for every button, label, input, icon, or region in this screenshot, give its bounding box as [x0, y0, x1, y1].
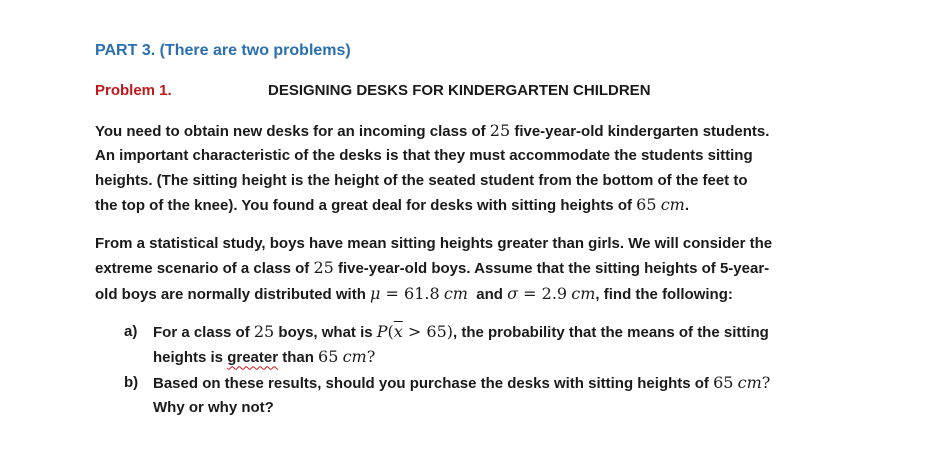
question-b: [124, 371, 864, 421]
mu-symbol: μ: [370, 283, 381, 303]
intro-line-3: heights. (The sitting height is the height of the seated student from the bottom of the feet to: [95, 171, 748, 189]
intro-line-2: An important characteristic of the desks is that they must accommodate the students sitting: [95, 147, 753, 165]
question-b-line-1: Based on these results, should you purchase the desks with sitting heights of 65 cm?: [153, 372, 771, 392]
scenario-paragraph: [95, 232, 855, 307]
question-a: [124, 320, 864, 371]
part-heading: PART 3. (There are two problems): [95, 42, 351, 59]
scenario-line-2: extreme scenario of a class of 25 five-year-old boys. Assume that the sitting heights of 5-year-: [95, 258, 770, 278]
question-list: [124, 320, 864, 420]
intro-line-1: You need to obtain new desks for an incoming class of 25 five-year-old kindergarten students.: [95, 121, 770, 140]
problem-label: Problem 1.: [95, 82, 172, 99]
scenario-line-3: old boys are normally distributed with μ = 61.8 cm and σ = 2.9 cm, find the following:: [95, 283, 733, 303]
xbar-symbol: $\overline{x}$: [393, 322, 403, 341]
scenario-line-1: From a statistical study, boys have mean sitting heights greater than girls. We will consider the: [95, 235, 773, 252]
question-a-line-2: heights is greater than 65 cm?: [153, 347, 376, 367]
sigma-symbol: σ: [507, 283, 519, 303]
intro-paragraph: [95, 119, 855, 218]
question-a-label: a): [124, 323, 138, 340]
question-b-line-2: Why or why not?: [153, 398, 274, 416]
spellcheck-squiggle-greater: greater: [227, 349, 279, 367]
mu-value: 61.8: [404, 283, 440, 303]
problem-title: DESIGNING DESKS FOR KINDERGARTEN CHILDREN: [268, 82, 651, 99]
question-a-line-1: For a class of 25 boys, what is $P(\overline{x} > 65)$, the probability that the means of the sitting: [153, 322, 769, 341]
sigma-value: 2.9: [541, 283, 568, 303]
intro-line-4: the top of the knee). You found a great deal for desks with sitting heights of 65 cm.: [95, 194, 689, 214]
question-b-label: b): [124, 373, 139, 391]
